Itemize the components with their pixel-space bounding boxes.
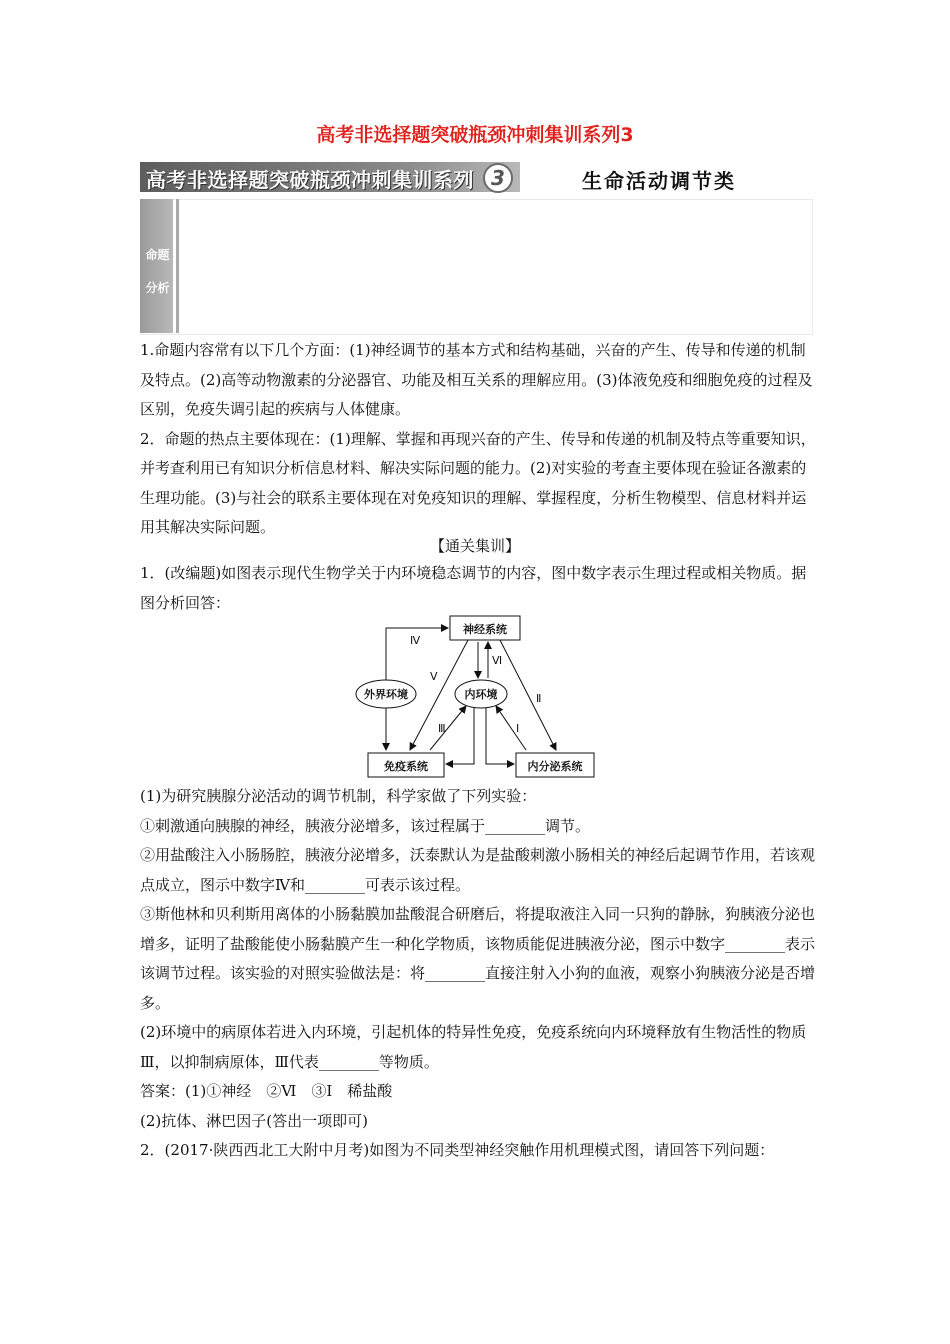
- banner-series-text: 高考非选择题突破瓶颈冲刺集训系列: [146, 168, 474, 192]
- node-nervous-label: 神经系统: [463, 623, 507, 636]
- q1-body: [140, 782, 820, 1166]
- q1-stem-text: 1．(改编题)如图表示现代生物学关于内环境稳态调节的内容，图中数字表示生理过程或相关物质。据图分析回答：: [140, 564, 807, 612]
- q1-line-5: (2)环境中的病原体若进入内环境，引起机体的特异性免疫，免疫系统向内环境释放有生物活性的物质Ⅲ，以抑制病原体，Ⅲ代表________等物质。: [140, 1023, 807, 1071]
- banner-category: 生命活动调节类: [582, 169, 736, 193]
- label-III: Ⅲ: [438, 722, 446, 735]
- q1-line-3: ②用盐酸注入小肠肠腔，胰液分泌增多，沃泰默认为是盐酸刺激小肠相关的神经后起调节作用，若该观点成立，图示中数字Ⅳ和________可表示该过程。: [140, 846, 816, 894]
- label-IV: Ⅳ: [410, 634, 421, 647]
- arrow-I: [496, 706, 526, 750]
- arrow-internal-endocrine: [486, 708, 514, 764]
- q1-line-2: ①刺激通向胰腺的神经，胰液分泌增多，该过程属于________调节。: [140, 816, 591, 835]
- node-internal-label: 内环境: [464, 688, 498, 701]
- node-immune-label: 免疫系统: [384, 760, 428, 773]
- label-V: Ⅴ: [430, 670, 438, 683]
- document-title: 高考非选择题突破瓶颈冲刺集训系列3: [316, 124, 634, 146]
- label-I: Ⅰ: [516, 722, 520, 735]
- banner-series-number: 3: [483, 163, 513, 193]
- q1-answer-2: (2)抗体、淋巴因子(答出一项即可): [140, 1111, 368, 1130]
- analysis-tab-divider: [176, 199, 179, 333]
- arrow-internal-immune: [446, 708, 474, 764]
- analysis-label-line2: 分析: [145, 281, 170, 295]
- node-external-label: 外界环境: [364, 688, 408, 701]
- q1-answer-1: 答案：(1)①神经 ②Ⅵ ③Ⅰ 稀盐酸: [140, 1082, 393, 1100]
- analysis-point-2: 2．命题的热点主要体现在：(1)理解、掌握和再现兴奋的产生、传导和传递的机制及特点等重要知识，并考查利用已有知识分析信息材料、解决实际问题的能力。(2)对实验的考查主要体现在验证各激素的生理功能。(3)与社会的联系主要体现在对免疫知识的理解、掌握程度，分析生物模型、信息材料并运用其解决实际问题。: [140, 429, 816, 536]
- analysis-box: [140, 199, 813, 335]
- arrow-III: [430, 706, 466, 750]
- node-endocrine-label: 内分泌系统: [527, 760, 583, 773]
- analysis-label-line1: 命题: [145, 248, 170, 262]
- homeostasis-diagram: [350, 610, 610, 780]
- diagram-svg: [350, 610, 610, 780]
- q1-line-1: (1)为研究胰腺分泌活动的调节机制，科学家做了下列实验：: [140, 787, 537, 805]
- arrow-II: [500, 640, 556, 750]
- analysis-points: [140, 336, 820, 543]
- label-VI: Ⅵ: [492, 654, 503, 667]
- label-II: Ⅱ: [536, 692, 542, 705]
- q2-stem: 2．(2017·陕西西北工大附中月考)如图为不同类型神经突触作用机理模式图，请回答下列问题：: [140, 1141, 775, 1159]
- analysis-point-1: 1.命题内容常有以下几个方面：(1)神经调节的基本方式和结构基础，兴奋的产生、传导和传递的机制及特点。(2)高等动物激素的分泌器官、功能及相互关系的理解应用。(3)体液免疫和细胞免疫的过程及区别，免疫失调引起的疾病与人体健康。: [140, 341, 813, 418]
- q1-line-4: ③斯他林和贝利斯用离体的小肠黏膜加盐酸混合研磨后，将提取液注入同一只狗的静脉，狗胰液分泌也增多，证明了盐酸能使小肠黏膜产生一种化学物质，该物质能促进胰液分泌，图示中数字________表示该调节过程。该实验的对照实验做法是：将________直接注射入小狗的血液，观察小狗胰液分泌是否增多。: [140, 905, 816, 1012]
- section-heading: 【通关集训】: [429, 537, 520, 555]
- analysis-tab: [140, 199, 173, 333]
- series-banner: [140, 162, 812, 192]
